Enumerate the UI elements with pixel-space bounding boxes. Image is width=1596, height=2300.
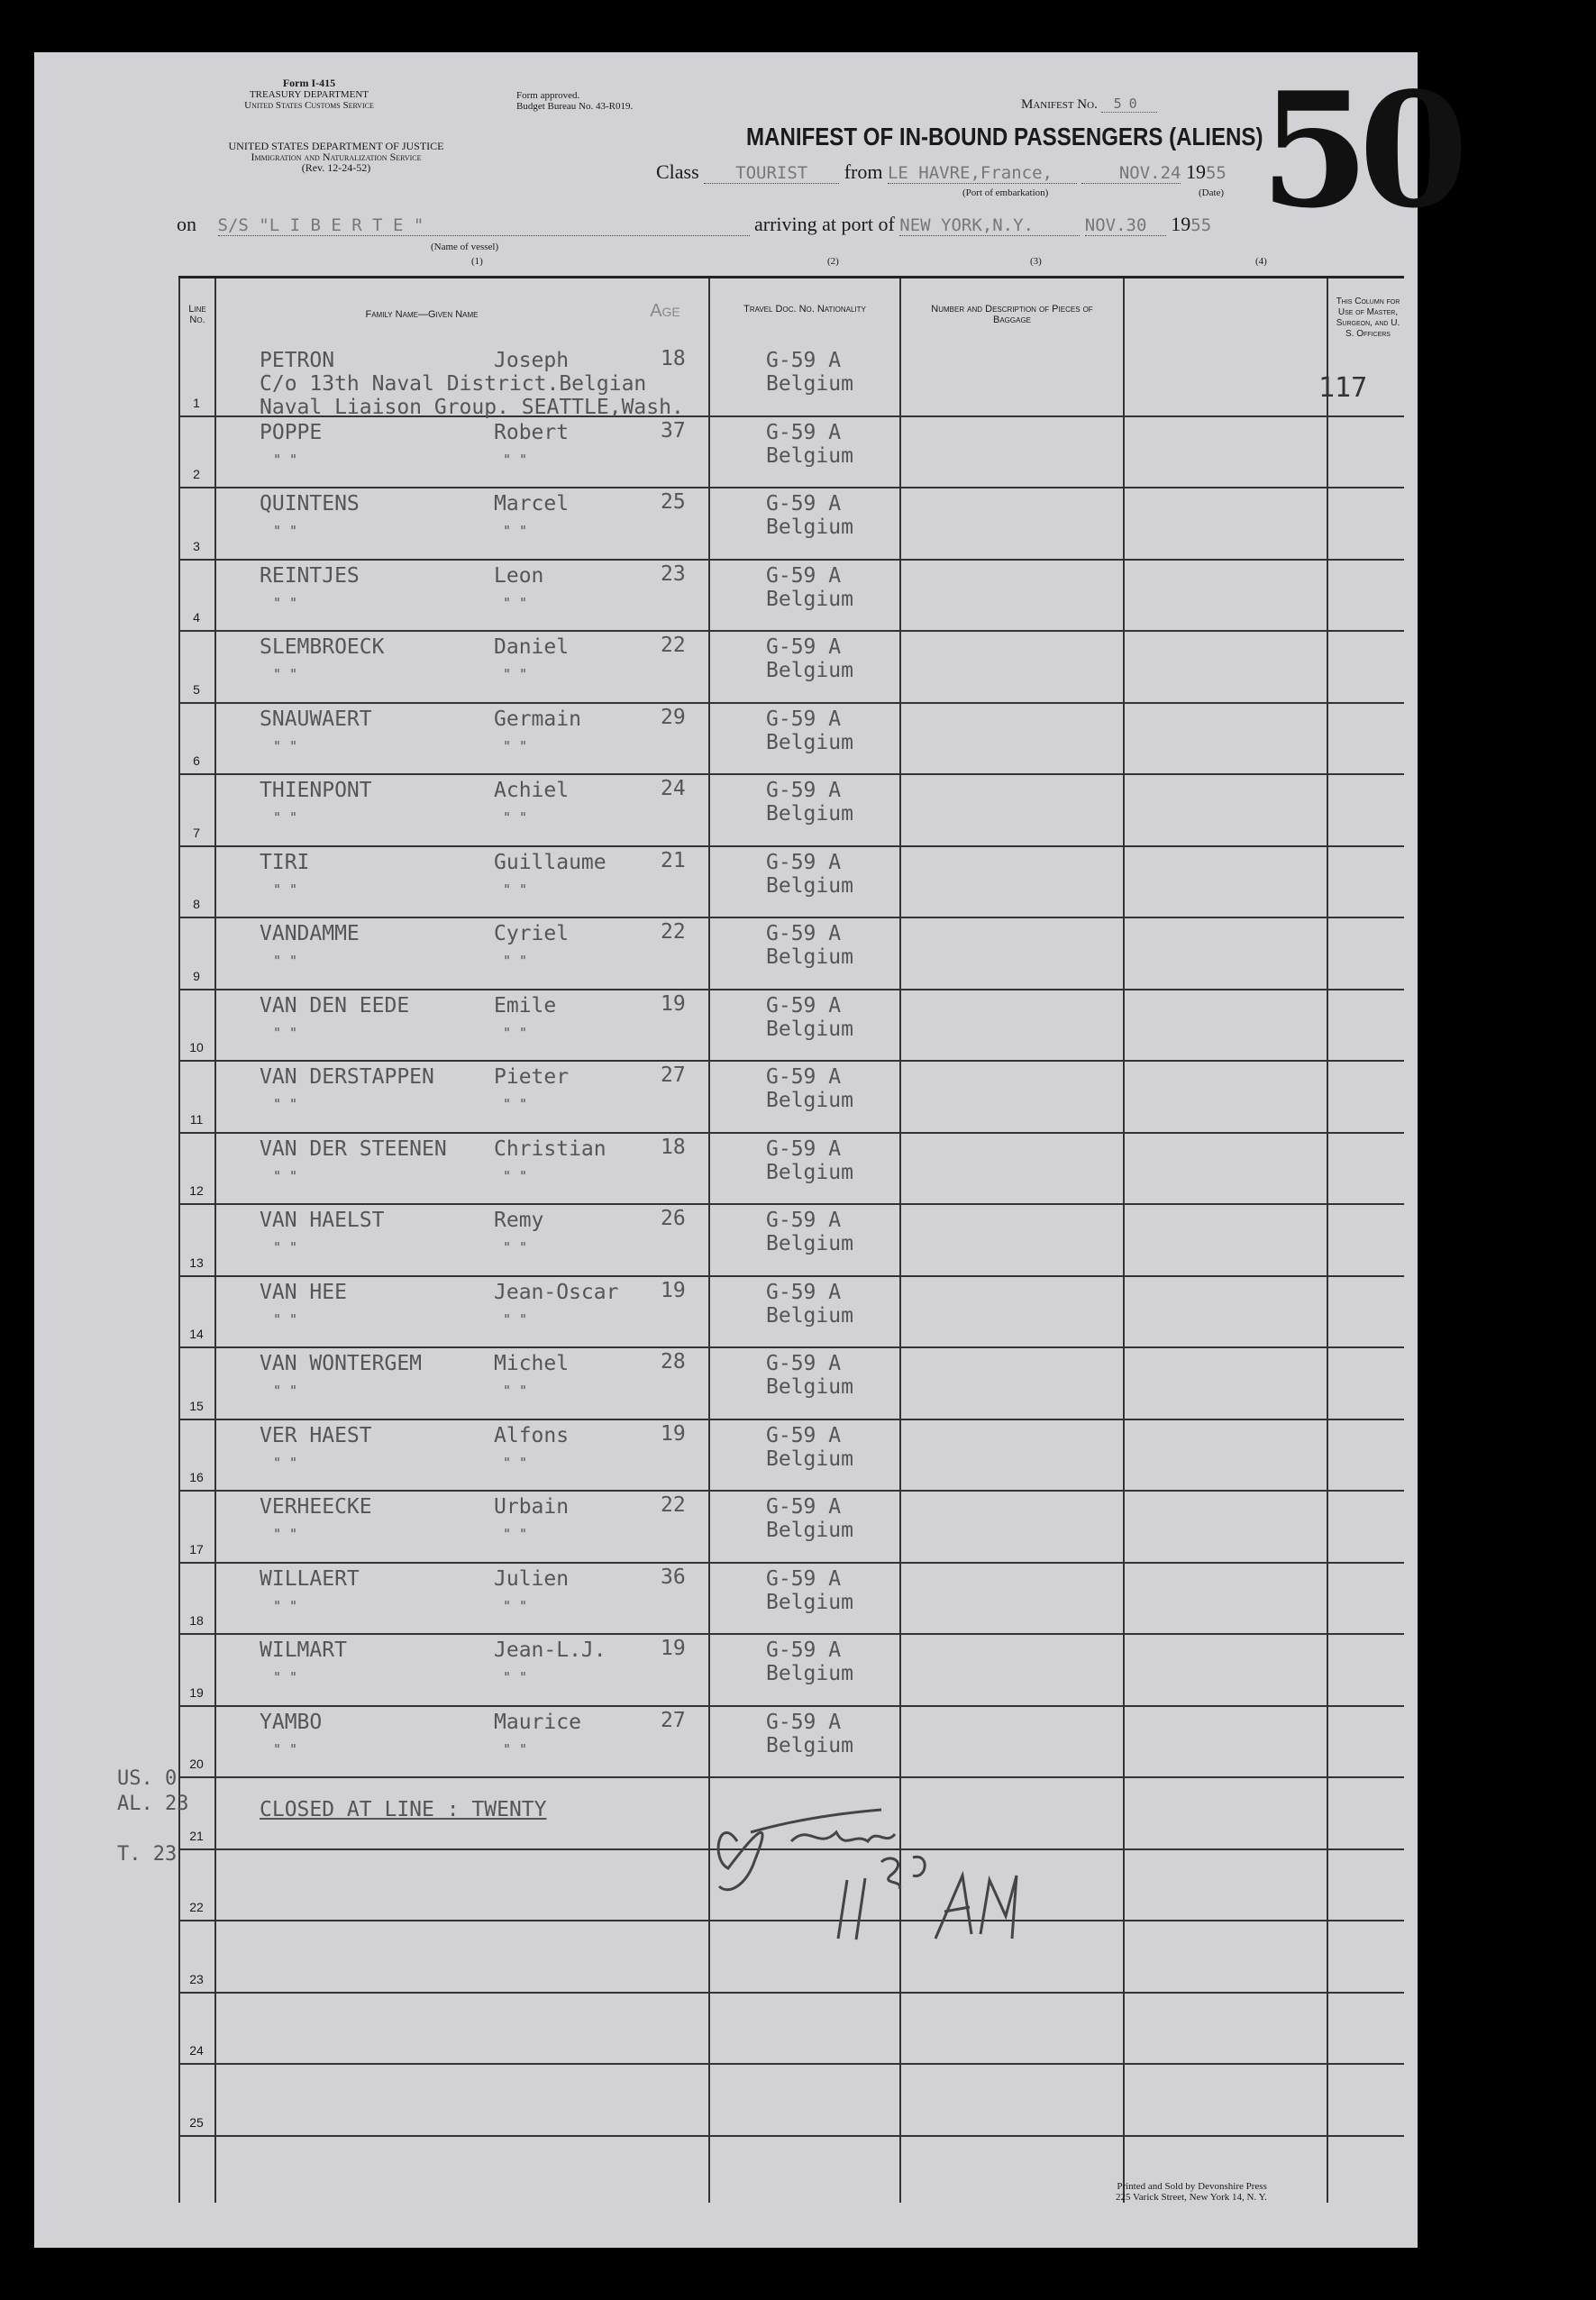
family-name: VAN HEE [260, 1280, 347, 1304]
travel-doc-number: G-59 A [766, 707, 842, 731]
given-name: Pieter [494, 1065, 570, 1089]
travel-doc-number: G-59 A [766, 1209, 842, 1232]
age: 22 [661, 920, 686, 944]
age: 27 [661, 1063, 686, 1087]
line-number: 7 [193, 825, 200, 840]
manifest-number [1021, 96, 1157, 113]
ditto-mark: " " [273, 737, 298, 754]
age: 36 [661, 1565, 686, 1589]
table-row [178, 1060, 1404, 1134]
nationality: Belgium [766, 1089, 853, 1112]
family-name: VERHEECKE [260, 1495, 372, 1519]
age: 26 [661, 1207, 686, 1230]
ditto-mark: " " [273, 1167, 298, 1184]
header-line-no: Line No. [188, 304, 206, 325]
address-line: Naval Liaison Group. SEATTLE,Wash. [260, 396, 684, 419]
family-name: VAN WONTERGEM [260, 1352, 423, 1375]
ditto-mark: " " [503, 1239, 528, 1255]
family-name: VAN DER STEENEN [260, 1136, 447, 1161]
line-number: 8 [193, 897, 200, 911]
table-row [178, 559, 1404, 633]
given-name: Christian [494, 1136, 606, 1161]
line-number: 10 [189, 1040, 204, 1054]
table-row [178, 845, 1404, 919]
nationality: Belgium [766, 945, 853, 969]
ditto-mark: " " [503, 451, 528, 468]
printer-footer [1116, 2181, 1267, 2203]
travel-doc-number: G-59 A [766, 1136, 842, 1161]
age: 19 [661, 1637, 686, 1660]
ditto-mark: " " [503, 594, 528, 611]
given-name: Joseph [494, 349, 570, 372]
family-name: WILLAERT [260, 1566, 360, 1591]
travel-doc-number: G-59 A [766, 1495, 842, 1519]
arriving-label: arriving at port of [754, 213, 895, 235]
given-name: Guillaume [494, 850, 606, 874]
line-number: 19 [189, 1684, 204, 1700]
age: 29 [661, 705, 686, 729]
address-line: C/o 13th Naval District.Belgian [260, 372, 647, 396]
travel-doc-number: G-59 A [766, 1423, 842, 1447]
ditto-mark: " " [273, 1310, 298, 1328]
age: 37 [661, 418, 686, 443]
travel-doc-number: G-59 A [766, 1065, 842, 1089]
table-row [178, 917, 1404, 990]
family-name: SNAUWAERT [260, 707, 372, 731]
ditto-mark: " " [273, 953, 298, 969]
family-name: VANDAMME [260, 922, 360, 945]
line-number: 24 [189, 2043, 204, 2058]
travel-doc-number: G-59 A [766, 563, 842, 588]
line-number: 18 [189, 1613, 204, 1628]
embarkation-year: 55 [1205, 163, 1227, 183]
nationality: Belgium [766, 659, 853, 682]
family-name: PETRON [260, 349, 335, 372]
ditto-mark: " " [273, 523, 298, 539]
line-number: 12 [189, 1183, 204, 1198]
ditto-mark: " " [503, 1096, 528, 1112]
travel-doc-number: G-59 A [766, 349, 842, 372]
class-label: Class [656, 160, 699, 183]
travel-doc-number: G-59 A [766, 1710, 842, 1734]
age: 24 [661, 777, 686, 800]
table-row [178, 415, 1404, 489]
nationality: Belgium [766, 802, 853, 826]
nationality: Belgium [766, 372, 853, 396]
age: 28 [661, 1350, 686, 1374]
nationality: Belgium [766, 587, 853, 611]
given-name: Michel [494, 1352, 570, 1375]
family-name: QUINTENS [260, 492, 360, 516]
ditto-mark: " " [503, 1597, 528, 1614]
line-number: 14 [189, 1327, 204, 1341]
ditto-mark: " " [273, 1239, 298, 1255]
nationality: Belgium [766, 1733, 853, 1757]
printer-line-2: 225 Varick Street, New York 14, N. Y. [1116, 2192, 1267, 2203]
family-name: REINTJES [260, 563, 360, 588]
ditto-mark: " " [503, 1669, 528, 1685]
approval-note [516, 90, 633, 112]
nationality: Belgium [766, 1590, 853, 1614]
given-name: Leon [494, 563, 544, 588]
travel-doc-number: G-59 A [766, 779, 842, 802]
approval-line-1: Form approved. [516, 90, 580, 101]
from-label: from [844, 160, 883, 183]
travel-doc-number: G-59 A [766, 1638, 842, 1662]
age: 23 [661, 561, 686, 586]
table-row [178, 773, 1404, 847]
ditto-mark: " " [273, 1526, 298, 1542]
ditto-mark: " " [273, 666, 298, 682]
manifest-number-label: Manifest No. [1021, 97, 1098, 112]
column-number-4: (4) [1255, 256, 1267, 267]
line-number: 20 [189, 1757, 204, 1771]
arrival-year: 55 [1190, 215, 1212, 235]
ditto-mark: " " [503, 1167, 528, 1184]
class-line [656, 160, 1227, 184]
table-row [178, 989, 1404, 1063]
ditto-mark: " " [503, 737, 528, 754]
ditto-mark: " " [273, 1096, 298, 1112]
ditto-mark: " " [273, 1383, 298, 1399]
line-number: 9 [193, 968, 200, 983]
age: 19 [661, 1421, 686, 1446]
margin-notes: US. 0 AL. 23 T. 23 [117, 1767, 189, 1866]
ditto-mark: " " [503, 1310, 528, 1328]
travel-doc-number: G-59 A [766, 1280, 842, 1304]
vessel-name: S/S "L I B E R T E " [218, 215, 750, 236]
age: 19 [661, 991, 686, 1016]
customs-label: United States Customs Service [244, 100, 374, 111]
nationality: Belgium [766, 1160, 853, 1184]
age: 25 [661, 490, 686, 514]
given-name: Robert [494, 420, 570, 444]
header-officers: This Column for Use of Master, Surgeon, and U. S. Officers [1336, 297, 1400, 339]
ditto-mark: " " [503, 1383, 528, 1399]
ditto-mark: " " [503, 1454, 528, 1471]
nationality: Belgium [766, 1017, 853, 1041]
ditto-mark: " " [273, 594, 298, 611]
vessel-line [177, 213, 1411, 236]
family-name: TIRI [260, 850, 310, 874]
nationality: Belgium [766, 1519, 853, 1542]
given-name: Marcel [494, 492, 570, 516]
printer-line-1: Printed and Sold by Devonshire Press [1117, 2181, 1267, 2192]
ditto-mark: " " [503, 809, 528, 826]
ditto-mark: " " [273, 1669, 298, 1685]
travel-doc-number: G-59 A [766, 1566, 842, 1591]
table-row [178, 2063, 1404, 2137]
ins-label: Immigration and Naturalization Service [251, 151, 422, 163]
line-number: 21 [189, 1828, 204, 1843]
age: 18 [661, 1135, 686, 1159]
family-name: THIENPONT [260, 779, 372, 802]
age: 19 [661, 1278, 686, 1302]
ditto-mark: " " [503, 953, 528, 969]
date-caption: (Date) [1199, 187, 1225, 198]
column-number-3: (3) [1030, 256, 1042, 267]
page-title: MANIFEST OF IN-BOUND PASSENGERS (ALIENS) [746, 123, 1263, 151]
travel-doc-number: G-59 A [766, 1352, 842, 1375]
line-number: 3 [193, 538, 200, 553]
table-row [178, 1346, 1404, 1420]
given-name: Germain [494, 707, 581, 731]
arrival-port: NEW YORK,N.Y. [899, 215, 1080, 236]
age: 27 [661, 1708, 686, 1732]
table-row [178, 343, 1404, 417]
family-name: VAN DERSTAPPEN [260, 1065, 434, 1089]
line-number: 5 [193, 681, 200, 697]
given-name: Jean-Oscar [494, 1280, 619, 1304]
line-number: 15 [189, 1398, 204, 1413]
ditto-mark: " " [273, 1454, 298, 1471]
port-caption: (Port of embarkation) [962, 187, 1049, 198]
ditto-mark: " " [503, 666, 528, 682]
nationality: Belgium [766, 516, 853, 539]
line-number: 22 [189, 1900, 204, 1914]
given-name: Julien [494, 1566, 570, 1591]
table-row [178, 487, 1404, 561]
line-number: 6 [193, 753, 200, 768]
family-name: VAN DEN EEDE [260, 993, 410, 1018]
nationality: Belgium [766, 1375, 853, 1399]
ditto-mark: " " [503, 881, 528, 898]
class-value: TOURIST [704, 163, 839, 184]
ditto-mark: " " [503, 1024, 528, 1041]
given-name: Jean-L.J. [494, 1638, 606, 1662]
family-name: YAMBO [260, 1710, 323, 1734]
given-name: Emile [494, 993, 557, 1018]
travel-doc-number: G-59 A [766, 420, 842, 444]
header-travel-doc: Travel Doc. No. Nationality [743, 304, 866, 315]
given-name: Daniel [494, 635, 570, 659]
ditto-mark: " " [503, 523, 528, 539]
table-row [178, 1633, 1404, 1707]
nationality: Belgium [766, 1662, 853, 1685]
table-row [178, 1203, 1404, 1277]
family-name: VER HAEST [260, 1423, 372, 1447]
ditto-mark: " " [273, 809, 298, 826]
manifest-page [34, 52, 1458, 2248]
given-name: Alfons [494, 1423, 570, 1447]
manifest-number-value: 50 [1101, 96, 1157, 113]
column-number-2: (2) [827, 256, 839, 267]
nationality: Belgium [766, 1447, 853, 1471]
arrival-year-prefix: 19 [1171, 213, 1191, 235]
given-name: Achiel [494, 779, 570, 802]
line-number: 1 [193, 395, 200, 410]
line-number: 17 [189, 1541, 204, 1556]
table-row [178, 1562, 1404, 1636]
travel-doc-number: G-59 A [766, 850, 842, 874]
manifest-big-number: 50 [1260, 59, 1458, 243]
ditto-mark: " " [273, 1024, 298, 1041]
line-number: 11 [189, 1111, 204, 1127]
table-row [178, 1419, 1404, 1492]
header-name: Family Name—Given Name [365, 309, 479, 320]
travel-doc-number: G-59 A [766, 492, 842, 516]
nationality: Belgium [766, 873, 853, 898]
family-name: SLEMBROECK [260, 635, 385, 659]
treasury-label: TREASURY DEPARTMENT [249, 89, 369, 100]
header-baggage: Number and Description of Pieces of Baggage [931, 304, 1093, 325]
line-number: 13 [189, 1255, 204, 1270]
table-row [178, 1275, 1404, 1349]
table-row [178, 1490, 1404, 1564]
on-label: on [177, 213, 196, 235]
nationality: Belgium [766, 443, 853, 468]
approval-line-2: Budget Bureau No. 43-R019. [516, 101, 634, 112]
ditto-mark: " " [273, 451, 298, 468]
given-name: Cyriel [494, 922, 570, 945]
family-name: WILMART [260, 1638, 347, 1662]
table-row [178, 1132, 1404, 1206]
table-row [178, 1992, 1404, 2066]
table-row [178, 1705, 1404, 1779]
line-number: 2 [193, 467, 200, 481]
nationality: Belgium [766, 1303, 853, 1328]
vessel-caption: (Name of vessel) [431, 242, 499, 252]
revision-label: (Rev. 12-24-52) [301, 161, 371, 174]
ditto-mark: " " [503, 1740, 528, 1757]
age: 22 [661, 634, 686, 657]
line-number: 23 [189, 1971, 204, 1986]
ditto-mark: " " [273, 1740, 298, 1757]
age: 22 [661, 1493, 686, 1517]
column-number-1: (1) [471, 256, 483, 267]
ditto-mark: " " [273, 1597, 298, 1614]
table-row [178, 702, 1404, 776]
travel-doc-number: G-59 A [766, 993, 842, 1018]
given-name: Maurice [494, 1710, 581, 1734]
nationality: Belgium [766, 730, 853, 754]
ditto-mark: " " [503, 1526, 528, 1542]
handwritten-time [827, 1853, 828, 1854]
form-id: Form I-415 [282, 77, 336, 89]
closing-note: CLOSED AT LINE : TWENTY [260, 1798, 547, 1821]
year-prefix: 19 [1185, 160, 1206, 183]
travel-doc-number: G-59 A [766, 922, 842, 945]
family-name: POPPE [260, 420, 323, 444]
family-name: VAN HAELST [260, 1209, 385, 1232]
age: 18 [661, 347, 686, 370]
embarkation-date: NOV.24 [1081, 163, 1181, 184]
line-number: 25 [189, 2114, 204, 2130]
table-row [178, 630, 1404, 704]
header-age: Age [650, 301, 680, 321]
given-name: Urbain [494, 1495, 570, 1519]
given-name: Remy [494, 1209, 544, 1232]
department-block [174, 141, 498, 173]
department-label: UNITED STATES DEPARTMENT OF JUSTICE [228, 140, 444, 152]
form-identifier [201, 78, 417, 111]
port-of-embarkation: LE HAVRE,France, [888, 163, 1077, 184]
ditto-mark: " " [273, 881, 298, 898]
handwritten-time-strokes [827, 1853, 1062, 1961]
age: 21 [661, 848, 686, 872]
travel-doc-number: G-59 A [766, 635, 842, 659]
nationality: Belgium [766, 1232, 853, 1255]
officer-entry: 117 [1318, 372, 1368, 404]
arrival-date: NOV.30 [1085, 215, 1166, 236]
line-number: 16 [189, 1470, 204, 1484]
line-number: 4 [193, 610, 200, 625]
